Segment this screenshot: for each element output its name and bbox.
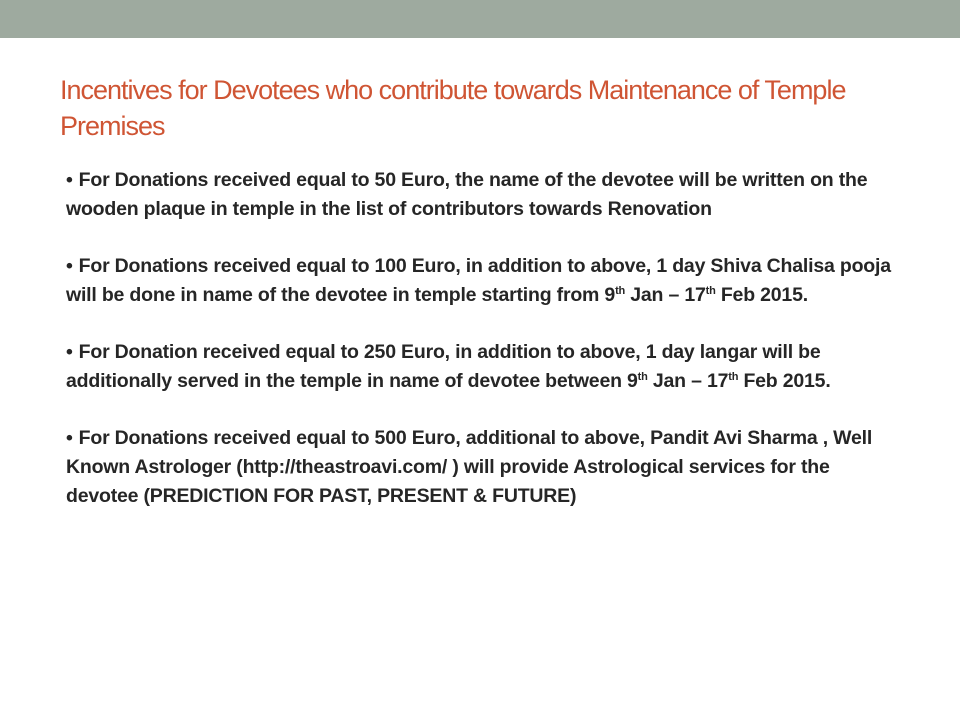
bullet-dot-icon: •	[66, 427, 73, 449]
bullet-dot-icon: •	[66, 169, 73, 191]
ordinal-suffix: th	[615, 285, 626, 297]
ordinal-suffix: th	[705, 285, 716, 297]
top-decorative-band	[0, 0, 960, 38]
bullet-dot-icon: •	[66, 255, 73, 277]
bullet-text: Feb 2015.	[738, 370, 831, 392]
bullet-text: For Donation received equal to 250 Euro, in addition to above, 1 day langar will be additionally served in the temple in name of devotee between 9	[66, 341, 821, 392]
slide-title: Incentives for Devotees who contribute towards Maintenance of Temple Premises	[60, 75, 846, 141]
slide-body	[66, 166, 896, 539]
bullet-text: For Donations received equal to 500 Euro, additional to above, Pandit Avi Sharma , Well Known Astrologer (http://theastroavi.com/ ) will provide Astrological services for the devotee (PREDICTION FOR PAST, PRESENT & FUTURE)	[66, 427, 873, 507]
bullet-item-50-euro	[66, 166, 896, 224]
bullet-text: For Donations received equal to 50 Euro, the name of the devotee will be written on the wooden plaque in temple in the list of contributors towards Renovation	[66, 169, 868, 220]
bullet-text: For Donations received equal to 100 Euro, in addition to above, 1 day Shiva Chalisa pooja will be done in name of the devotee in temple starting from 9	[66, 255, 891, 306]
bullet-item-100-euro	[66, 252, 896, 310]
bullet-item-250-euro	[66, 338, 896, 396]
ordinal-suffix: th	[728, 371, 739, 383]
bullet-dot-icon: •	[66, 341, 73, 363]
bullet-text: Jan – 17	[625, 284, 706, 306]
bullet-text: Feb 2015.	[715, 284, 808, 306]
ordinal-suffix: th	[637, 371, 648, 383]
bullet-item-500-euro	[66, 424, 896, 511]
bullet-text: Jan – 17	[647, 370, 729, 392]
